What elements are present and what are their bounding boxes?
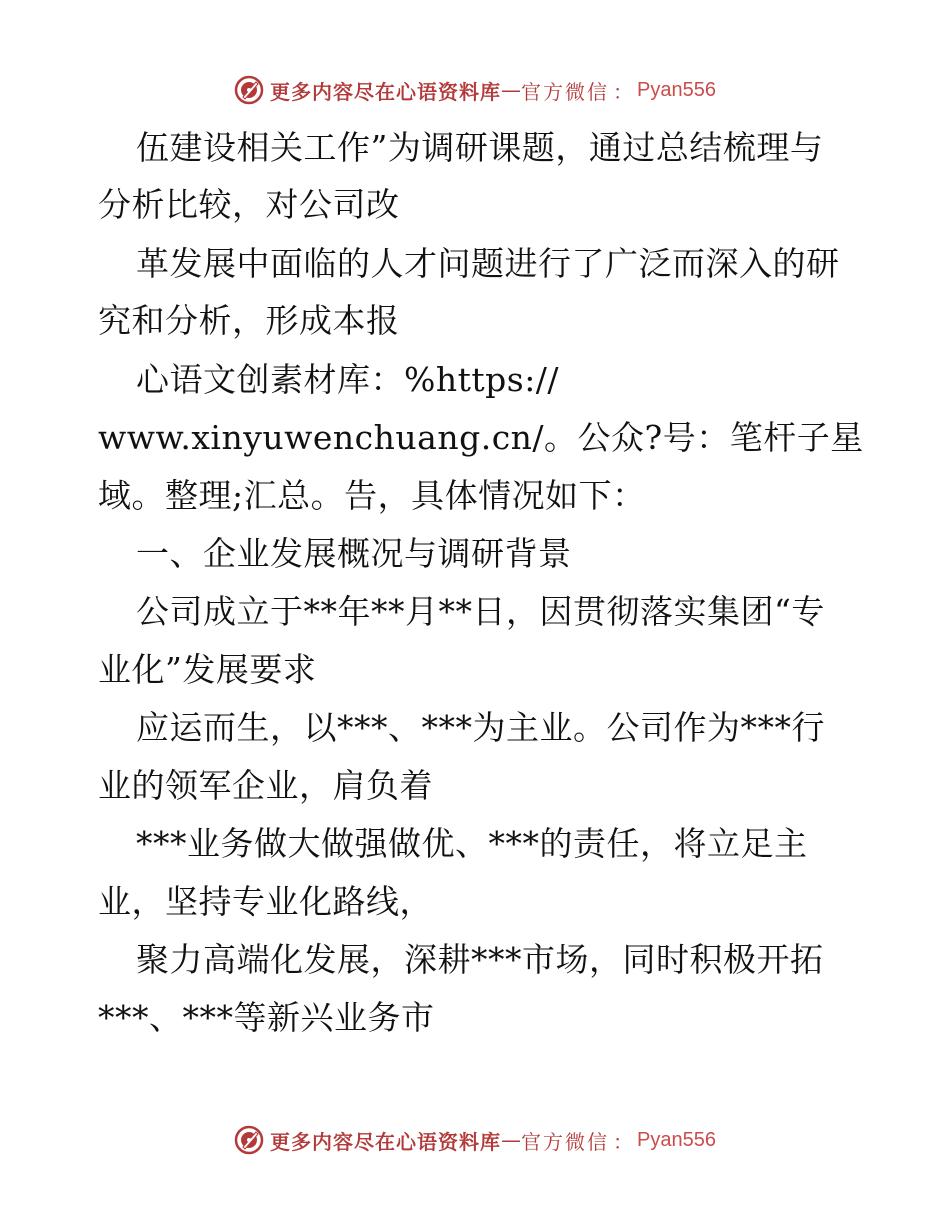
section-heading: 一、企业发展概况与调研背景 — [136, 534, 572, 573]
text-line: 聚力高端化发展，深耕***市场，同时积极开拓 — [136, 940, 824, 979]
text-line: 域。整理;汇总。告，具体情况如下： — [98, 476, 646, 515]
text-line: ***业务做大做强做优、***的责任，将立足主 — [136, 824, 808, 863]
header-banner — [0, 70, 950, 110]
text-line: 应运而生，以***、***为主业。公司作为***行 — [136, 708, 825, 747]
header-separator: ： — [613, 79, 634, 104]
header-dash: — — [501, 78, 522, 102]
text-line: 分析比较，对公司改 — [98, 185, 400, 224]
fountain-pen-logo-icon — [234, 75, 264, 105]
footer-account: Pyan556 — [637, 1128, 716, 1151]
header-account: Pyan556 — [637, 78, 716, 101]
text-line: 究和分析，形成本报 — [98, 301, 400, 340]
text-line: 心语文创素材库：%https:// — [136, 360, 560, 399]
text-line: 业化”发展要求 — [98, 650, 317, 689]
footer-brand: 更多内容尽在心语资料库 — [270, 1129, 502, 1154]
footer-banner — [0, 1120, 950, 1160]
header-official-label: 官方微信 — [521, 79, 610, 104]
footer-dash: — — [501, 1128, 522, 1152]
text-line: 革发展中面临的人才问题进行了广泛而深入的研 — [136, 244, 840, 283]
text-line: 业，坚持专业化路线， — [98, 882, 433, 921]
footer-separator: ： — [613, 1129, 634, 1154]
header-brand: 更多内容尽在心语资料库 — [270, 79, 502, 104]
text-line: 公司成立于**年**月**日，因贯彻落实集团“专 — [136, 592, 825, 631]
footer-official-label: 官方微信 — [521, 1129, 610, 1154]
text-line: 伍建设相关工作”为调研课题，通过总结梳理与 — [136, 128, 824, 167]
text-line: ***、***等新兴业务市 — [98, 998, 435, 1037]
text-line: www.xinyuwenchuang.cn/。公众?号：笔杆子星 — [98, 418, 864, 457]
text-line: 业的领军企业，肩负着 — [98, 766, 433, 805]
fountain-pen-logo-icon — [234, 1125, 264, 1155]
